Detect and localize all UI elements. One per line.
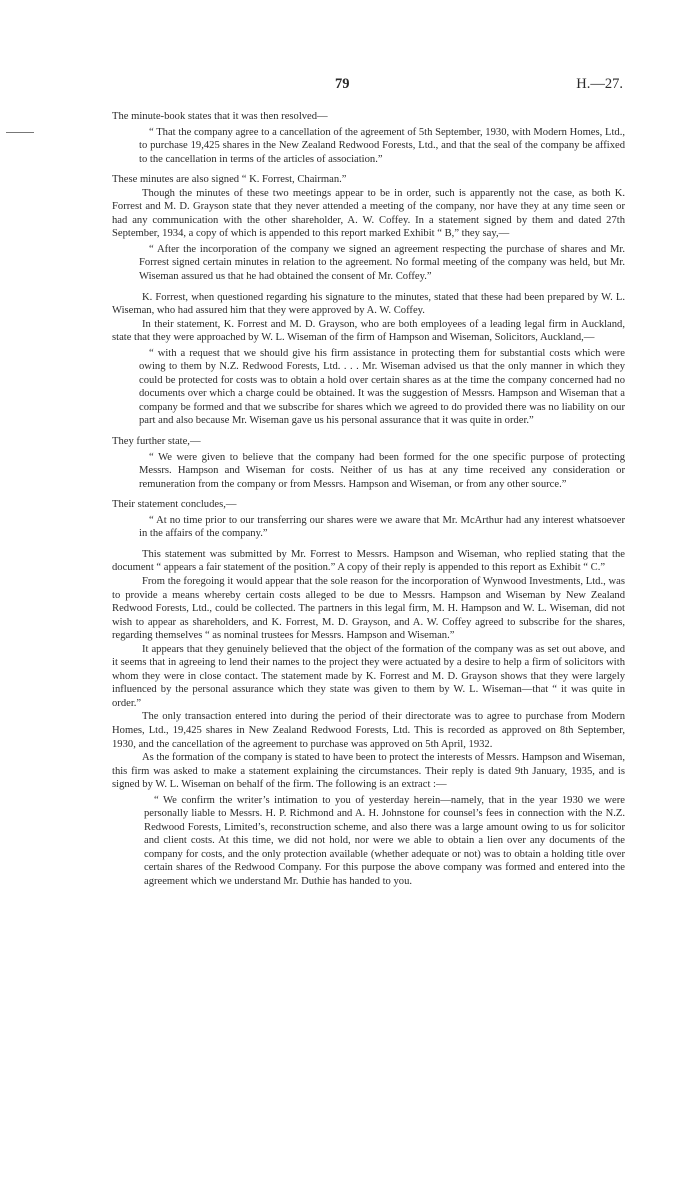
- paragraph: K. Forrest, when questioned regarding his signature to the minutes, stated that these had been prepared by W. L. Wiseman, who had assured him that they were approved by A. W. Coffey.: [112, 291, 625, 317]
- block-quote: “ with a request that we should give his firm assistance in protecting them for substantial costs which were owing to them by N.Z. Redwood Forests, Ltd. . . . Mr. Wiseman advised us that the only manner in which they could be protected for costs was to obtain a hold over certain shares as at the time the company concerned had no documents over which a charge could be obtained. It was the suggestion of Messrs. Hampson and Wiseman that a company be formed and that we subscribe for shares which we agreed to do provided there was no liability on our part and also because Mr. Wiseman gave us his personal assurance that it was quite in order.”: [139, 347, 625, 427]
- block-quote: “ At no time prior to our transferring our shares were we aware that Mr. McArthur had any interest whatsoever in the affairs of the company.”: [139, 514, 625, 540]
- paragraph: It appears that they genuinely believed that the object of the formation of the company was as set out above, and it seems that in agreeing to lend their names to the project they were actuated by a desire to help a firm of solicitors with whom they were in close contact. The statement made by K. Forrest and M. D. Grayson shows that they were largely influenced by the personal assurance which they state was given to them by W. L. Wiseman—that “ it was quite in order.”: [112, 643, 625, 709]
- paragraph: This statement was submitted by Mr. Forrest to Messrs. Hampson and Wiseman, who replied stating that the document “ appears a fair statement of the position.” A copy of their reply is appended to this report as Exhibit “ C.”: [112, 548, 625, 574]
- page-number: 79: [335, 76, 350, 92]
- paragraph: As the formation of the company is stated to have been to protect the interests of Messrs. Hampson and Wiseman, this firm was asked to make a statement explaining the circumstances. Their reply is dated 9th January, 1935, and is signed by W. L. Wiseman on behalf of the firm. The following is an extract :—: [112, 752, 625, 791]
- document-body: [112, 110, 625, 889]
- paragraph: From the foregoing it would appear that the sole reason for the incorporation of Wynwood Investments, Ltd., was to provide a means whereby certain costs alleged to be due to Messrs. Hampson and Wiseman by New Zealand Redwood Forests, Ltd., could be collected. The partners in this legal firm, M. H. Hampson and W. L. Wiseman, did not wish to appear as shareholders, and K. Forrest, M. D. Grayson, and A. W. Coffey agreed to subscribe for the shares, regarding themselves “ as nominal trustees for Messrs. Hampson and Wiseman.”: [112, 575, 625, 642]
- document-reference: H.—27.: [576, 76, 623, 92]
- block-quote: “ That the company agree to a cancellation of the agreement of 5th September, 1930, with Modern Homes, Ltd., to purchase 19,425 shares in the New Zealand Redwood Forests, Ltd., and that the seal of the company be affixed to the cancellation in terms of the articles of association.”: [139, 126, 625, 165]
- block-quote: “ After the incorporation of the company we signed an agreement respecting the purchase of shares and Mr. Forrest signed certain minutes in relation to the agreement. No formal meeting of the company was held, but Mr. Wiseman assured us that he had obtained the consent of Mr. Coffey.”: [139, 243, 625, 283]
- block-quote: “ We confirm the writer’s intimation to you of yesterday herein—namely, that in the year 1930 we were personally liable to Messrs. H. P. Richmond and A. H. Johnstone for counsel’s fees in connection with the N.Z. Redwood Forests, Limited’s, reconstruction scheme, and also there was a large amount owing to us for solicitor and client costs. At this time, we did not hold, nor were we able to obtain a lien over any documents of the company for costs, and the only protection available (whether adequate or not) was to obtain a holding title over certain shares of the Redwood Company. For this purpose the above company was formed and entered into the agreement which we understand Mr. Duthie has handed to you.: [144, 794, 625, 887]
- paragraph: Their statement concludes,—: [112, 499, 237, 511]
- paragraph: The minute-book states that it was then resolved—: [112, 111, 328, 122]
- page-header: [0, 78, 700, 96]
- margin-mark: [6, 132, 34, 133]
- paragraph: The only transaction entered into during the period of their directorate was to agree to purchase from Modern Homes, Ltd., 19,425 shares in New Zealand Redwood Forests, Ltd. This is recorded as approved on 8th September, 1930, and the cancellation of the agreement to purchase was approved on 5th April, 1932.: [112, 711, 625, 750]
- paragraph: In their statement, K. Forrest and M. D. Grayson, who are both employees of a leading legal firm in Auckland, state that they were approached by W. L. Wiseman of the firm of Hampson and Wiseman, Solicitors, Auckland,—: [112, 318, 625, 344]
- paragraph: Though the minutes of these two meetings appear to be in order, such is apparently not the case, as both K. Forrest and M. D. Grayson state that they never attended a meeting of the company, nor have they at any time seen or had any communication with the other shareholder, A. W. Coffey. In a statement signed by them and dated 27th September, 1934, a copy of which is appended to this report marked Exhibit “ B,” they say,—: [112, 187, 625, 240]
- paragraph: These minutes are also signed “ K. Forrest, Chairman.”: [112, 174, 347, 186]
- paragraph: They further state,—: [112, 436, 201, 448]
- block-quote: “ We were given to believe that the company had been formed for the one specific purpose of protecting Messrs. Hampson and Wiseman for costs. Neither of us has at any time received any consideration or remuneration from the company or from Messrs. Hampson and Wiseman, or from any other source.”: [139, 451, 625, 490]
